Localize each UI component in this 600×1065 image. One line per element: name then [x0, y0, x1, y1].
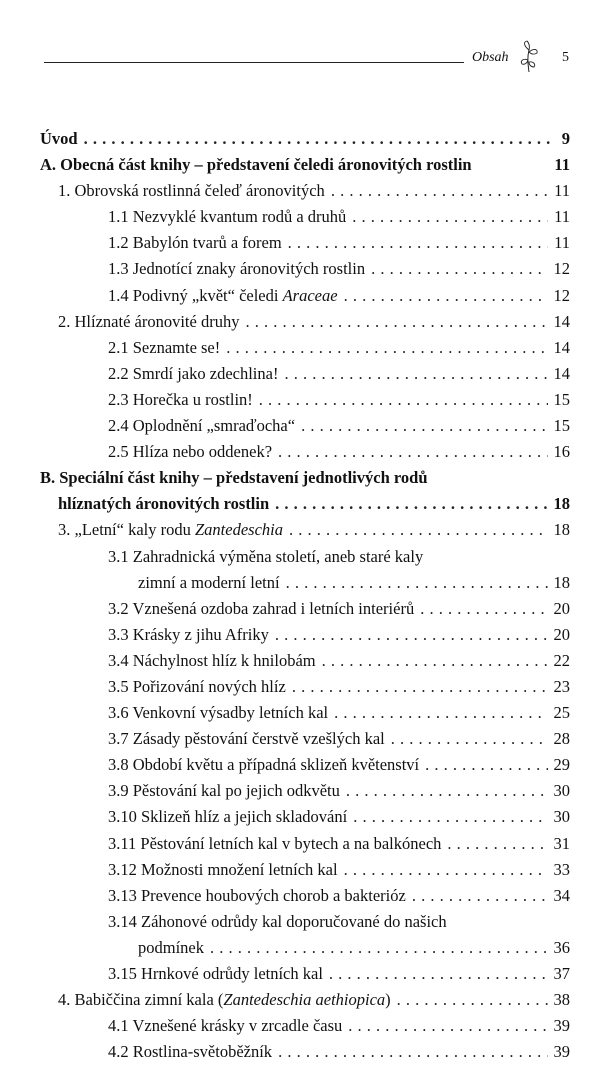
- toc-entry-label: 3.12 Možnosti množení letních kal: [108, 859, 338, 879]
- toc-entry-label: 3.14 Záhonové odrůdy kal doporučované do našich: [108, 911, 447, 931]
- toc-entry-title: [108, 909, 447, 935]
- dot-leader: [331, 178, 548, 204]
- toc-entry-label: 1.3 Jednotící znaky áronovitých rostlin: [108, 259, 366, 279]
- toc-entry-page: 20: [553, 598, 570, 618]
- toc-entry: [40, 726, 570, 752]
- botanical-flower-icon: [518, 40, 540, 74]
- dot-leader: [348, 1013, 547, 1039]
- toc-entry-label: podmínek: [138, 937, 204, 957]
- dot-leader: [288, 230, 548, 256]
- toc-entry-page: 30: [553, 807, 570, 827]
- dot-leader: [289, 517, 548, 543]
- toc-entry-title: [108, 674, 286, 700]
- toc-entry-page: 11: [554, 181, 570, 201]
- toc-entry-label: hlíznatých áronovitých rostlin: [58, 494, 270, 514]
- toc-entry-title: [108, 961, 323, 987]
- dot-leader: [447, 831, 547, 857]
- toc-entry: [40, 987, 570, 1013]
- toc-entry-label: zimní a moderní letní: [138, 572, 280, 592]
- dot-leader: [397, 987, 548, 1013]
- toc-entry-label: 3.9 Pěstování kal po jejich odkvětu: [108, 781, 340, 801]
- toc-entry-title: [108, 831, 441, 857]
- toc-entry-page: 14: [553, 311, 570, 331]
- toc-entry-title: [138, 935, 204, 961]
- toc-entry-page: 16: [553, 442, 570, 462]
- toc-entry-page: 9: [561, 129, 570, 148]
- toc-entry: [40, 700, 570, 726]
- toc-entry: [40, 335, 570, 361]
- toc-entry-page: 38: [553, 990, 570, 1010]
- toc-entry-title: [108, 544, 423, 570]
- toc-entry-page: 39: [553, 1042, 570, 1062]
- toc-entry-page: 11: [554, 155, 570, 175]
- toc-entry: [40, 909, 570, 935]
- toc-entry-page: 15: [553, 389, 570, 409]
- toc-entry-title: [58, 309, 239, 335]
- toc-entry-page: 15: [553, 416, 570, 436]
- toc-entry-title: [108, 230, 282, 256]
- toc-entry: [40, 752, 570, 778]
- toc-entry-label: B. Speciální část knihy – představení jednotlivých rodů: [40, 468, 428, 488]
- dot-leader: [353, 804, 547, 830]
- toc-entry-title: [108, 700, 328, 726]
- toc-entry-label: 4.2 Rostlina-světoběžník: [108, 1042, 273, 1062]
- dot-leader: [301, 413, 547, 439]
- toc-entry-title: [40, 126, 78, 152]
- toc-entry-label: 1. Obrovská rostlinná čeleď áronovitých: [58, 181, 325, 201]
- toc-entry: [40, 256, 570, 282]
- toc-entry-page: 29: [553, 755, 570, 775]
- toc-entry-label: 3. „Letní“ kaly rodu: [58, 520, 195, 540]
- header-title: Obsah: [472, 50, 509, 65]
- toc-entry: [40, 413, 570, 439]
- toc-entry-label: 2. Hlíznaté áronovité druhy: [58, 311, 240, 331]
- dot-leader: [391, 726, 548, 752]
- dot-leader: [334, 700, 547, 726]
- toc-entry: [40, 622, 570, 648]
- dot-leader: [371, 256, 547, 282]
- toc-entry: [40, 570, 570, 596]
- toc-entry-label: 3.4 Náchylnost hlíz k hnilobám: [108, 650, 316, 670]
- toc-entry-label: 3.13 Prevence houbových chorob a bakterióz: [108, 885, 406, 905]
- toc-entry: [40, 1013, 570, 1039]
- dot-leader: [226, 335, 547, 361]
- dot-leader: [275, 622, 548, 648]
- toc-entry-title: [138, 570, 280, 596]
- toc-entry-label: 3.11 Pěstování letních kal v bytech a na balkónech: [108, 833, 442, 853]
- toc-entry-label: Úvod: [40, 129, 78, 148]
- toc-entry: [40, 961, 570, 987]
- toc-entry-title: [108, 596, 414, 622]
- dot-leader: [278, 439, 547, 465]
- dot-leader: [352, 204, 548, 230]
- toc-entry-label: 3.15 Hrnkové odrůdy letních kal: [108, 964, 323, 983]
- toc-entry-label: 2.1 Seznamte se!: [108, 337, 221, 357]
- toc-entry-page: 12: [553, 285, 570, 305]
- toc-entry-page: 30: [553, 781, 570, 801]
- toc-entry: [40, 517, 570, 543]
- toc-entry: [40, 465, 570, 491]
- toc-entry-title: [108, 1013, 342, 1039]
- dot-leader: [292, 674, 548, 700]
- toc-entry-page: 23: [553, 676, 570, 696]
- toc-entry-title: [108, 335, 220, 361]
- toc-entry-title: [108, 413, 295, 439]
- toc-entry-title: [108, 1039, 272, 1065]
- header-rule: [44, 62, 464, 63]
- toc-entry-label: 3.3 Krásky z jihu Afriky: [108, 624, 269, 644]
- toc-entry-page: 39: [553, 1016, 570, 1036]
- toc-entry: [40, 361, 570, 387]
- toc-entry-label: 2.4 Oplodnění „smraďocha“: [108, 416, 296, 436]
- toc-entry-title: [108, 283, 338, 309]
- toc-entry: [40, 439, 570, 465]
- toc-entry-title: [108, 256, 365, 282]
- toc-entry-label: 4.1 Vznešené krásky v zrcadle času: [108, 1016, 343, 1036]
- toc-entry-italic: Zantedeschia: [195, 520, 283, 540]
- toc-entry: [40, 152, 570, 178]
- toc-entry: [40, 831, 570, 857]
- toc-entry-page: 14: [553, 337, 570, 357]
- toc-entry-label: 3.10 Sklizeň hlíz a jejich skladování: [108, 807, 348, 827]
- toc-entry: [40, 387, 570, 413]
- toc-entry: [40, 935, 570, 961]
- toc-entry-page: 25: [553, 703, 570, 723]
- toc-entry: [40, 491, 570, 517]
- toc-entry-title: [58, 491, 269, 517]
- toc-entry-page: 31: [553, 833, 570, 853]
- toc-entry: [40, 648, 570, 674]
- dot-leader: [284, 361, 547, 387]
- toc-entry-title: [108, 883, 406, 909]
- toc-entry-page: 11: [554, 233, 570, 253]
- toc-entry-label: 3.6 Venkovní výsadby letních kal: [108, 703, 329, 723]
- toc-entry-title: [108, 361, 278, 387]
- toc-entry: [40, 778, 570, 804]
- toc-entry-italic: Araceae: [282, 285, 338, 305]
- dot-leader: [420, 596, 547, 622]
- toc-entry-title: [108, 648, 316, 674]
- toc-entry: [40, 204, 570, 230]
- toc-entry: [40, 1039, 570, 1065]
- toc-entry-label: 1.2 Babylón tvarů a forem: [108, 233, 282, 253]
- toc-entry-label: 2.2 Smrdí jako zdechlina!: [108, 363, 279, 383]
- toc-entry-title: [108, 804, 347, 830]
- toc-entry-page: 12: [553, 259, 570, 279]
- toc-entry-title: [58, 178, 325, 204]
- toc-entry-title: [108, 622, 269, 648]
- toc-entry: [40, 674, 570, 700]
- toc-entry-page: 20: [553, 624, 570, 644]
- toc-entry-label: 3.5 Pořizování nových hlíz: [108, 676, 286, 696]
- toc-entry-page: 28: [553, 729, 570, 749]
- toc-entry-title: [58, 987, 391, 1013]
- toc-entry-label: 4. Babiččina zimní kala (: [58, 990, 224, 1010]
- dot-leader: [275, 491, 547, 517]
- dot-leader: [84, 126, 556, 152]
- toc-entry-title: [108, 439, 272, 465]
- toc-entry-title: [108, 752, 419, 778]
- toc-entry-page: 36: [553, 937, 570, 957]
- toc-entry: [40, 178, 570, 204]
- toc-entry-label: 1.1 Nezvyklé kvantum rodů a druhů: [108, 207, 347, 227]
- toc-entry-label: A. Obecná část knihy – představení čeledi áronovitých rostlin: [40, 155, 472, 175]
- table-of-contents: [40, 126, 570, 1065]
- toc-entry: [40, 596, 570, 622]
- toc-entry-label: 1.4 Podivný „květ“ čeledi: [108, 285, 283, 305]
- toc-entry-label: 3.7 Zásady pěstování čerstvě vzešlých kal: [108, 729, 385, 749]
- running-header: [44, 46, 574, 72]
- toc-entry: [40, 544, 570, 570]
- toc-entry: [40, 804, 570, 830]
- toc-entry: [40, 857, 570, 883]
- page-number: 5: [562, 50, 569, 65]
- toc-entry-page: 34: [553, 885, 570, 905]
- dot-leader: [412, 883, 548, 909]
- toc-entry-page: 11: [554, 207, 570, 227]
- toc-entry-title: [108, 726, 385, 752]
- toc-entry: [40, 230, 570, 256]
- toc-entry-title: [108, 857, 338, 883]
- dot-leader: [210, 935, 548, 961]
- toc-entry-label: 2.5 Hlíza nebo oddenek?: [108, 442, 273, 462]
- toc-entry-title: [58, 517, 283, 543]
- dot-leader: [278, 1039, 547, 1065]
- toc-entry-page: 33: [553, 859, 570, 879]
- toc-entry-italic: Zantedeschia aethiopica: [223, 990, 386, 1010]
- toc-entry-suffix: ): [385, 990, 391, 1010]
- toc-entry: [40, 283, 570, 309]
- toc-entry-label: 3.8 Období květu a případná sklizeň květenství: [108, 755, 420, 775]
- toc-entry: [40, 309, 570, 335]
- toc-entry-label: 3.2 Vznešená ozdoba zahrad i letních interiérů: [108, 598, 415, 618]
- toc-entry-label: 3.1 Zahradnická výměna století, aneb staré kaly: [108, 546, 424, 566]
- dot-leader: [344, 857, 548, 883]
- dot-leader: [344, 283, 548, 309]
- toc-entry: [40, 126, 570, 152]
- toc-entry-page: 22: [553, 650, 570, 670]
- toc-entry: [40, 883, 570, 909]
- toc-entry-page: 18: [553, 572, 570, 592]
- dot-leader: [259, 387, 548, 413]
- dot-leader: [286, 570, 548, 596]
- dot-leader: [425, 752, 547, 778]
- toc-entry-page: 18: [553, 520, 570, 540]
- dot-leader: [245, 309, 547, 335]
- toc-entry-title: [40, 465, 428, 491]
- toc-entry-title: [108, 204, 346, 230]
- toc-entry-title: [108, 387, 253, 413]
- toc-entry-label: 2.3 Horečka u rostlin!: [108, 389, 253, 409]
- dot-leader: [346, 778, 548, 804]
- toc-entry-page: 14: [553, 363, 570, 383]
- toc-entry-page: 37: [553, 964, 570, 983]
- dot-leader: [322, 648, 548, 674]
- toc-entry-title: [40, 152, 472, 178]
- toc-entry-title: [108, 778, 340, 804]
- dot-leader: [329, 961, 548, 987]
- toc-entry-page: 18: [553, 494, 570, 514]
